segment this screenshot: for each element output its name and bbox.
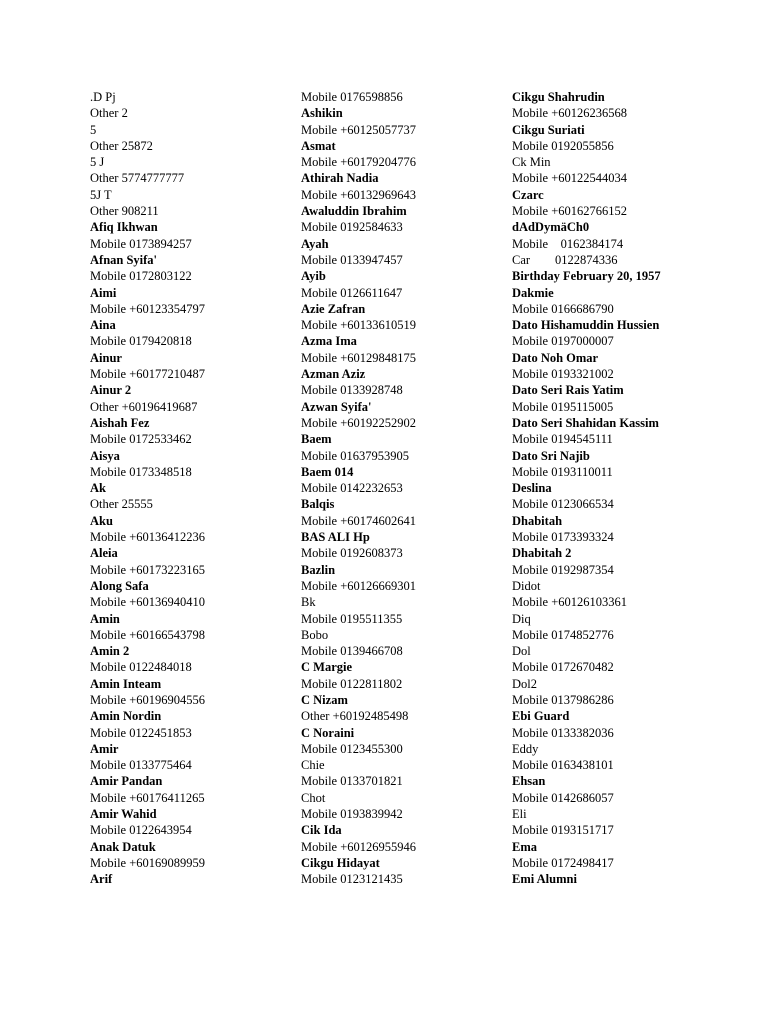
contact-detail: Mobile 0137986286 xyxy=(512,692,614,707)
contact-detail: Mobile 0133701821 xyxy=(301,774,403,789)
contact-name: Azie Zafran xyxy=(301,301,366,316)
contact-detail: Mobile +60122544034 xyxy=(512,171,628,186)
contact-name: Aisya xyxy=(90,448,120,463)
contact-detail: Mobile +60123354797 xyxy=(90,301,206,316)
contact-name: Amir xyxy=(90,741,119,756)
contact-detail: Mobile 0133928748 xyxy=(301,383,403,398)
contact-name: Dato Hishamuddin Hussien xyxy=(512,318,660,333)
contact-detail: Mobile 0126611647 xyxy=(301,285,403,300)
contact-name: Ainur xyxy=(90,350,122,365)
contact-detail: 5 J xyxy=(90,155,105,170)
contact-detail: Mobile 0192987354 xyxy=(512,562,614,577)
contact-name: C Noraini xyxy=(301,725,355,740)
contact-detail: Mobile 0142232653 xyxy=(301,481,403,496)
contact-name: Awaluddin Ibrahim xyxy=(301,204,407,219)
contact-name: Ebi Guard xyxy=(512,709,570,724)
contact-detail: Mobile +60179204776 xyxy=(301,155,417,170)
contact-name: Azma Ima xyxy=(301,334,357,349)
contact-detail: Mobile 0133382036 xyxy=(512,725,614,740)
contact-name: Birthday February 20, 1957 xyxy=(512,269,661,284)
contact-name: Czarc xyxy=(512,187,544,202)
contact-name: Athirah Nadia xyxy=(301,171,379,186)
contact-detail: Other 908211 xyxy=(90,204,159,219)
contact-detail: Mobile +60136940410 xyxy=(90,595,206,610)
contact-name: Emi Alumni xyxy=(512,872,577,887)
contact-detail: Mobile 0172498417 xyxy=(512,855,614,870)
contact-detail: Mobile +60174602641 xyxy=(301,513,417,528)
contact-detail: Dol2 xyxy=(512,676,537,691)
contact-name: C Nizam xyxy=(301,692,348,707)
contact-detail: Mobile 0193839942 xyxy=(301,807,403,822)
contact-detail: Mobile +60196904556 xyxy=(90,692,206,707)
contact-name: Ayib xyxy=(301,269,326,284)
contact-detail: Mobile 0195511355 xyxy=(301,611,403,626)
contact-name: Baem 014 xyxy=(301,464,354,479)
contact-detail: Mobile +60177210487 xyxy=(90,367,206,382)
contact-detail: Mobile +60126236568 xyxy=(512,106,628,121)
contact-name: Asmat xyxy=(301,138,336,153)
contact-detail: Mobile 0192608373 xyxy=(301,546,403,561)
contact-name: Deslina xyxy=(512,481,552,496)
contact-name: Aishah Fez xyxy=(90,415,150,430)
contact-name: Aleia xyxy=(90,546,118,561)
contact-detail: Mobile 0195115005 xyxy=(512,399,614,414)
contact-detail: Dol xyxy=(512,644,531,659)
contact-detail: Chot xyxy=(301,790,326,805)
contact-detail: Car 0122874336 xyxy=(512,252,618,267)
contact-detail: Mobile +60126103361 xyxy=(512,595,628,610)
contact-detail: Mobile +60166543798 xyxy=(90,627,206,642)
contact-detail: Mobile 0173393324 xyxy=(512,530,614,545)
contact-detail: Mobile 0193110011 xyxy=(512,464,613,479)
contact-detail: Didot xyxy=(512,578,541,593)
contact-name: Dhabitah 2 xyxy=(512,546,572,561)
contact-name: Ainur 2 xyxy=(90,383,132,398)
contact-detail: Mobile 0173894257 xyxy=(90,236,192,251)
contact-detail: Mobile +60173223165 xyxy=(90,562,206,577)
contact-name: Ayah xyxy=(301,236,329,251)
contact-detail: Mobile 0172803122 xyxy=(90,269,192,284)
contact-detail: Eli xyxy=(512,807,527,822)
contact-name: Dakmie xyxy=(512,285,554,300)
contact-detail: .D Pj xyxy=(90,90,116,104)
contact-detail: Mobile 0139466708 xyxy=(301,644,403,659)
contact-name: Dato Seri Shahidan Kassim xyxy=(512,415,659,430)
contact-detail: Mobile 0194545111 xyxy=(512,432,613,447)
contacts-column-3 xyxy=(512,89,727,888)
contact-detail: Other 2 xyxy=(90,106,128,121)
contact-detail: Mobile +60169089959 xyxy=(90,855,206,870)
contact-detail: Mobile 0133775464 xyxy=(90,758,192,773)
contact-name: C Margie xyxy=(301,660,353,675)
contact-name: Afnan Syifa' xyxy=(90,252,158,267)
contact-detail: Mobile 01637953905 xyxy=(301,448,409,463)
contact-name: Cikgu Suriati xyxy=(512,122,585,137)
contact-detail: Mobile 0172670482 xyxy=(512,660,614,675)
contact-detail: Bobo xyxy=(301,627,329,642)
contact-name: Ema xyxy=(512,839,537,854)
contact-detail: Mobile 0123066534 xyxy=(512,497,614,512)
contact-name: Azman Aziz xyxy=(301,367,366,382)
contact-detail: Mobile 0122451853 xyxy=(90,725,192,740)
contact-detail: Diq xyxy=(512,611,531,626)
contact-detail: Mobile 0166686790 xyxy=(512,301,614,316)
contact-detail: Eddy xyxy=(512,741,539,756)
contact-name: Ehsan xyxy=(512,774,546,789)
contact-name: Balqis xyxy=(301,497,335,512)
contacts-column-1 xyxy=(90,89,305,888)
contact-name: Afiq Ikhwan xyxy=(90,220,158,235)
contact-name: BAS ALI Hp xyxy=(301,530,370,545)
contact-name: Cikgu Shahrudin xyxy=(512,90,605,104)
contact-detail: Ck Min xyxy=(512,155,551,170)
contact-detail: Mobile +60129848175 xyxy=(301,350,417,365)
contact-detail: Mobile 0192055856 xyxy=(512,138,614,153)
contact-detail: Mobile 0122484018 xyxy=(90,660,192,675)
contact-detail: Mobile 0122643954 xyxy=(90,823,192,838)
contact-name: Baem xyxy=(301,432,332,447)
contact-name: Dato Seri Rais Yatim xyxy=(512,383,624,398)
contact-detail: Mobile +60136412236 xyxy=(90,530,206,545)
contact-detail: Mobile 0162384174 xyxy=(512,236,624,251)
contact-detail: Other +60196419687 xyxy=(90,399,198,414)
contact-detail: Mobile 0123455300 xyxy=(301,741,403,756)
contact-detail: Mobile 0174852776 xyxy=(512,627,614,642)
contact-name: Aimi xyxy=(90,285,117,300)
contact-detail: Other 25555 xyxy=(90,497,153,512)
contact-name: Ashikin xyxy=(301,106,343,121)
contact-name: Anak Datuk xyxy=(90,839,156,854)
contact-name: Cikgu Hidayat xyxy=(301,855,380,870)
contact-name: Aku xyxy=(90,513,113,528)
contact-detail: Mobile 0197000007 xyxy=(512,334,614,349)
contact-detail: Mobile 0192584633 xyxy=(301,220,403,235)
contact-detail: Mobile 0173348518 xyxy=(90,464,192,479)
contact-name: Along Safa xyxy=(90,578,149,593)
contacts-column-2 xyxy=(301,89,516,888)
contact-detail: Mobile 0122811802 xyxy=(301,676,403,691)
contact-detail: Mobile +60133610519 xyxy=(301,318,417,333)
contact-name: Ak xyxy=(90,481,106,496)
contact-detail: Mobile 0133947457 xyxy=(301,252,403,267)
contact-detail: Mobile +60162766152 xyxy=(512,204,628,219)
contact-name: Azwan Syifa' xyxy=(301,399,372,414)
contact-detail: Mobile 0163438101 xyxy=(512,758,614,773)
contact-detail: 5 xyxy=(90,122,97,137)
contact-detail: Chie xyxy=(301,758,325,773)
contact-detail: Mobile +60132969643 xyxy=(301,187,417,202)
contact-detail: Mobile 0179420818 xyxy=(90,334,192,349)
contact-detail: Mobile 0172533462 xyxy=(90,432,192,447)
contact-detail: Mobile 0123121435 xyxy=(301,872,403,887)
contact-name: Dato Sri Najib xyxy=(512,448,590,463)
contact-name: dAdDymäCh0 xyxy=(512,220,590,235)
contact-detail: Other +60192485498 xyxy=(301,709,409,724)
contact-name: Dhabitah xyxy=(512,513,563,528)
contact-name: Amin Nordin xyxy=(90,709,162,724)
contact-name: Dato Noh Omar xyxy=(512,350,599,365)
contact-detail: Mobile +60192252902 xyxy=(301,415,417,430)
contact-detail: Mobile +60126955946 xyxy=(301,839,417,854)
contact-detail: Mobile +60176411265 xyxy=(90,790,205,805)
contact-name: Amin Inteam xyxy=(90,676,162,691)
contact-name: Cik Ida xyxy=(301,823,342,838)
contact-detail: Mobile 0193321002 xyxy=(512,367,614,382)
contact-detail: Mobile 0176598856 xyxy=(301,90,403,104)
contact-name: Amin xyxy=(90,611,120,626)
contact-detail: Mobile 0193151717 xyxy=(512,823,614,838)
contact-name: Arif xyxy=(90,872,113,887)
contact-name: Amir Pandan xyxy=(90,774,163,789)
contact-detail: Other 5774777777 xyxy=(90,171,185,186)
contact-name: Amir Wahid xyxy=(90,807,157,822)
contact-detail: Mobile 0142686057 xyxy=(512,790,614,805)
contact-name: Aina xyxy=(90,318,116,333)
contact-detail: Bk xyxy=(301,595,316,610)
contact-name: Amin 2 xyxy=(90,644,130,659)
contact-name: Bazlin xyxy=(301,562,336,577)
contact-detail: Mobile +60126669301 xyxy=(301,578,417,593)
contact-detail: Other 25872 xyxy=(90,138,153,153)
contact-detail: 5J T xyxy=(90,187,112,202)
contact-detail: Mobile +60125057737 xyxy=(301,122,417,137)
